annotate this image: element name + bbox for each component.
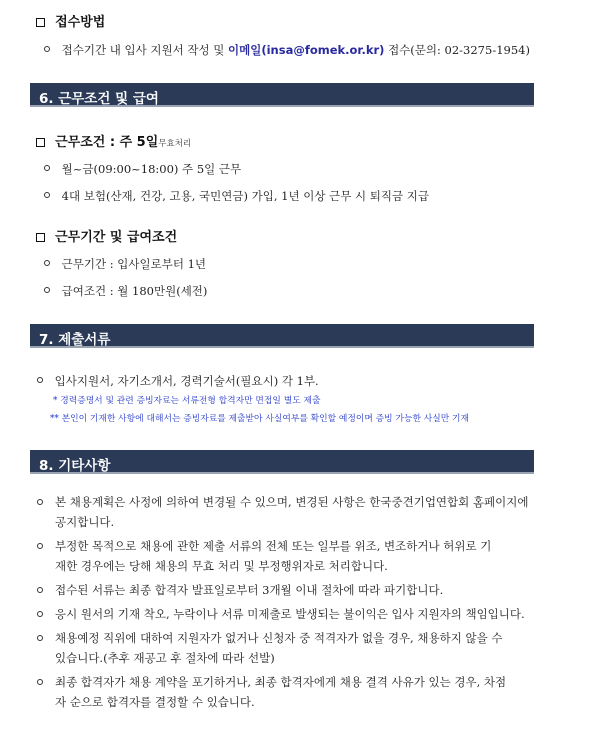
application-item-suffix: 접수(문의: 02-3275-1954): [384, 43, 530, 57]
documents-note-2: ** 본인이 기재한 사항에 대해서는 증빙자료를 제출받아 사실여부를 확인할 예정이며 증빙 가능한 사실만 기재: [50, 414, 470, 424]
work-conditions-heading-text: 근무조건 : 주 5일: [55, 135, 159, 150]
list-item-line: 있습니다.(추후 재공고 후 절차에 따라 선발): [55, 651, 275, 665]
documents-note-1: * 경력증명서 및 관련 증빙자료는 서류전형 합격자만 면접일 별도 제출: [53, 396, 321, 406]
application-email-link[interactable]: 이메일(insa@fomek.or.kr): [228, 43, 385, 57]
list-item: [37, 492, 547, 532]
list-item: [37, 580, 547, 600]
work-item-insurance-text: 4대 보험(산재, 건강, 고용, 국민연금) 가입, 1년 이상 근무 시 퇴직금 지급: [61, 189, 429, 203]
list-item: [37, 604, 547, 624]
bullet-circle-icon: [37, 587, 43, 593]
list-item-line: 접수된 서류는 최종 합격자 발표일로부터 3개월 이내 절차에 따라 파기합니다.: [55, 583, 444, 597]
bullet-circle-icon: [44, 46, 50, 52]
bullet-circle-icon: [44, 260, 50, 266]
bullet-circle-icon: [37, 543, 43, 549]
work-conditions-heading: [36, 131, 191, 150]
section-7-title: 7. 제출서류: [39, 332, 111, 348]
other-items-list: [37, 492, 547, 716]
application-heading-text: 접수방법: [55, 15, 106, 30]
application-item-prefix: 접수기간 내 입사 지원서 작성 및: [61, 43, 229, 57]
list-item-line: 본 채용계획은 사정에 의하여 변경될 수 있으며, 변경된 사항은 한국중견기업연합회 홈페이지에: [55, 495, 529, 509]
bullet-circle-icon: [37, 611, 43, 617]
period-heading: [36, 226, 177, 245]
application-item: [44, 42, 530, 58]
bullet-circle-icon: [37, 635, 43, 641]
period-item-salary: [44, 283, 207, 299]
section-8-title: 8. 기타사항: [39, 458, 111, 474]
list-item-line: 부정한 목적으로 채용에 관한 제출 서류의 전체 또는 일부를 위조, 변조하거나 허위로 기: [55, 539, 492, 553]
list-item-line: 자 순으로 합격자를 결정할 수 있습니다.: [55, 695, 255, 709]
application-heading: [36, 11, 105, 30]
period-heading-text: 근무기간 및 급여조건: [55, 230, 178, 245]
section-8-header: [30, 450, 534, 474]
work-item-insurance: [44, 188, 429, 204]
list-item-line: 공지합니다.: [55, 515, 115, 529]
bullet-circle-icon: [44, 192, 50, 198]
work-conditions-note: 무효처리: [158, 139, 192, 149]
checkbox-icon: [36, 233, 45, 242]
list-item-line: 재한 경우에는 당해 채용의 무효 처리 및 부정행위자로 처리합니다.: [55, 559, 388, 573]
period-item-duration: [44, 256, 206, 272]
bullet-circle-icon: [44, 165, 50, 171]
bullet-circle-icon: [44, 287, 50, 293]
list-item: [37, 672, 547, 712]
bullet-circle-icon: [37, 679, 43, 685]
section-6-header: [30, 83, 534, 107]
section-6-title: 6. 근무조건 및 급여: [39, 91, 159, 107]
bullet-circle-icon: [37, 377, 43, 383]
documents-item: [37, 373, 319, 389]
list-item-line: 채용예정 직위에 대하여 지원자가 없거나 신청자 중 적격자가 없을 경우, 채용하지 않을 수: [55, 631, 503, 645]
period-item-duration-text: 근무기간 : 입사일로부터 1년: [61, 257, 207, 271]
checkbox-icon: [36, 138, 45, 147]
list-item-line: 최종 합격자가 채용 계약을 포기하거나, 최종 합격자에게 채용 결격 사유가 있는 경우, 차점: [55, 675, 507, 689]
work-item-hours: [44, 161, 241, 177]
section-7-header: [30, 324, 534, 348]
documents-item-text: 입사지원서, 자기소개서, 경력기술서(필요시) 각 1부.: [54, 374, 319, 388]
list-item-line: 응시 원서의 기재 착오, 누락이나 서류 미제출로 발생되는 불이익은 입사 지원자의 책임입니다.: [55, 607, 525, 621]
checkbox-icon: [36, 18, 45, 27]
list-item: [37, 536, 547, 576]
period-item-salary-text: 급여조건 : 월 180만원(세전): [61, 284, 208, 298]
bullet-circle-icon: [37, 499, 43, 505]
list-item: [37, 628, 547, 668]
work-item-hours-text: 월~금(09:00~18:00) 주 5일 근무: [61, 162, 242, 176]
